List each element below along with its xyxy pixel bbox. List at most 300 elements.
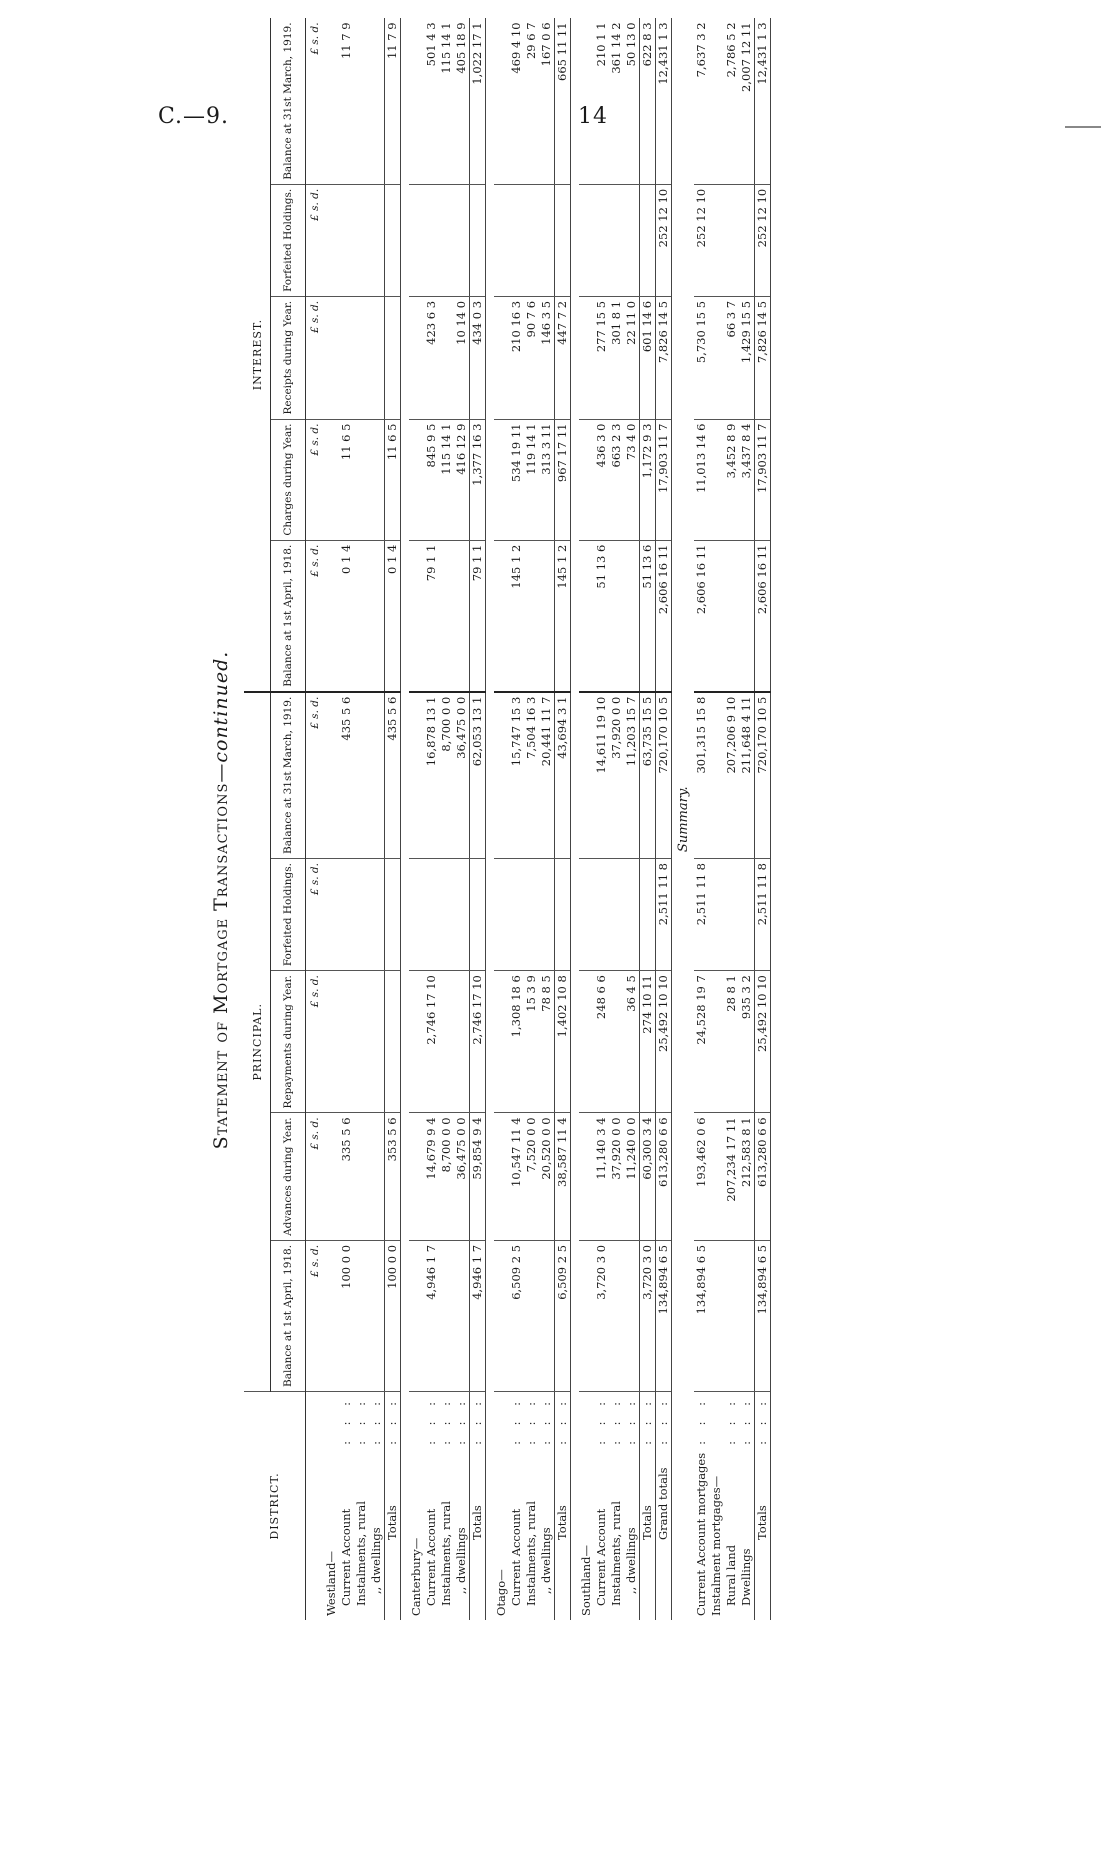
table-row bbox=[369, 18, 385, 1620]
row-label: Current Account bbox=[339, 1508, 353, 1606]
statement-title bbox=[210, 180, 232, 1620]
cell-value bbox=[739, 1240, 755, 1391]
cell-value bbox=[539, 540, 555, 692]
cell-value bbox=[409, 1240, 424, 1391]
leader-dots: : : : bbox=[755, 1391, 771, 1448]
cell-value: 36,475 0 0 bbox=[454, 692, 470, 859]
cell-value bbox=[424, 859, 439, 971]
table-row bbox=[424, 18, 439, 1620]
cell-value: 7,637 3 2 bbox=[694, 18, 709, 184]
cell-value: 134,894 6 5 bbox=[755, 1240, 771, 1391]
row-label: Instalments, rural bbox=[609, 1501, 623, 1606]
cell-value bbox=[539, 184, 555, 296]
cell-value bbox=[409, 540, 424, 692]
cell-value bbox=[509, 184, 524, 296]
leader-dots: : : : bbox=[470, 1391, 486, 1448]
leader-dots: : : : bbox=[640, 1391, 656, 1448]
cell-value bbox=[709, 540, 724, 692]
cell-value bbox=[409, 296, 424, 419]
cell-value bbox=[439, 184, 454, 296]
table-row bbox=[539, 18, 555, 1620]
cell-value: 212,583 8 1 bbox=[739, 1113, 755, 1240]
cell-value: 207,206 9 10 bbox=[724, 692, 739, 859]
cell-value bbox=[354, 296, 369, 419]
cell-value: 7,826 14 5 bbox=[656, 296, 672, 419]
row-label: Totals bbox=[755, 1449, 771, 1620]
table-row bbox=[385, 18, 401, 1620]
cell-value bbox=[324, 18, 339, 184]
cell-value bbox=[555, 859, 571, 971]
cell-value: 29 6 7 bbox=[524, 18, 539, 184]
cell-value: 845 9 5 bbox=[424, 419, 439, 540]
row-label: Instalment mortgages— bbox=[709, 1475, 723, 1616]
cell-value: 3,452 8 9 bbox=[724, 419, 739, 540]
cell-value bbox=[524, 859, 539, 971]
leader-dots bbox=[324, 1391, 339, 1448]
cell-value: 15,747 15 3 bbox=[509, 692, 524, 859]
cell-value bbox=[454, 184, 470, 296]
table-row bbox=[640, 18, 656, 1620]
row-label: Totals bbox=[555, 1449, 571, 1620]
leader-dots: : : : bbox=[656, 1391, 672, 1448]
cell-value: 11,203 15 7 bbox=[624, 692, 640, 859]
row-label: Instalments, rural bbox=[354, 1501, 368, 1606]
cell-value bbox=[354, 1240, 369, 1391]
cell-value bbox=[624, 859, 640, 971]
cell-value bbox=[579, 419, 594, 540]
cell-value bbox=[470, 859, 486, 971]
table-row bbox=[339, 18, 354, 1620]
cell-value: 15 3 9 bbox=[524, 971, 539, 1113]
cell-value: 277 15 5 bbox=[594, 296, 609, 419]
table-row bbox=[555, 18, 571, 1620]
cell-value bbox=[324, 540, 339, 692]
cell-value bbox=[724, 184, 739, 296]
cell-value: 423 6 3 bbox=[424, 296, 439, 419]
cell-value: 501 4 3 bbox=[424, 18, 439, 184]
row-label: ,, dwellings bbox=[624, 1527, 638, 1594]
cell-value bbox=[640, 184, 656, 296]
cell-value bbox=[494, 419, 509, 540]
cell-value: 66 3 7 bbox=[724, 296, 739, 419]
cell-value: 79 1 1 bbox=[424, 540, 439, 692]
cell-value: 469 4 10 bbox=[509, 18, 524, 184]
cell-value bbox=[369, 692, 385, 859]
cell-value bbox=[439, 296, 454, 419]
cell-value: 274 10 11 bbox=[640, 971, 656, 1113]
cell-value: 11 6 5 bbox=[339, 419, 354, 540]
cell-value: 434 0 3 bbox=[470, 296, 486, 419]
column-header-3: Repayments during Year. bbox=[271, 971, 306, 1113]
unit-header: £ s. d. bbox=[306, 1240, 325, 1391]
leader-dots: : : : bbox=[724, 1395, 738, 1445]
row-label: Southland— bbox=[579, 1544, 593, 1616]
cell-value bbox=[409, 859, 424, 971]
cell-value: 335 5 6 bbox=[339, 1113, 354, 1240]
cell-value bbox=[739, 859, 755, 971]
cell-value bbox=[354, 692, 369, 859]
leader-dots: : : : bbox=[609, 1395, 623, 1445]
document-code: C.—9. bbox=[158, 104, 230, 129]
row-label: Current Account bbox=[424, 1508, 438, 1606]
cell-value: 211,648 4 11 bbox=[739, 692, 755, 859]
cell-value bbox=[409, 184, 424, 296]
row-label: Instalments, rural bbox=[524, 1501, 538, 1606]
cell-value: 79 1 1 bbox=[470, 540, 486, 692]
cell-value: 361 14 2 bbox=[609, 18, 624, 184]
cell-value: 43,694 3 1 bbox=[555, 692, 571, 859]
cell-value bbox=[709, 419, 724, 540]
cell-value bbox=[409, 419, 424, 540]
cell-value bbox=[579, 859, 594, 971]
cell-value: 134,894 6 5 bbox=[656, 1240, 672, 1391]
cell-value: 20,441 11 7 bbox=[539, 692, 555, 859]
cell-value bbox=[709, 296, 724, 419]
cell-value: 145 1 2 bbox=[555, 540, 571, 692]
cell-value bbox=[524, 1240, 539, 1391]
cell-value bbox=[369, 18, 385, 184]
cell-value bbox=[354, 18, 369, 184]
row-label: ,, dwellings bbox=[454, 1527, 468, 1594]
column-header-8: Receipts during Year. bbox=[271, 296, 306, 419]
cell-value bbox=[339, 184, 354, 296]
leader-dots: : : : bbox=[594, 1395, 608, 1445]
cell-value: 210 16 3 bbox=[509, 296, 524, 419]
cell-value: 11 7 9 bbox=[385, 18, 401, 184]
table-row bbox=[494, 18, 509, 1620]
unit-header: £ s. d. bbox=[306, 1113, 325, 1240]
cell-value bbox=[524, 184, 539, 296]
cell-value: 63,735 15 5 bbox=[640, 692, 656, 859]
unit-header: £ s. d. bbox=[306, 971, 325, 1113]
cell-value: 301,315 15 8 bbox=[694, 692, 709, 859]
leader-dots: : : : bbox=[454, 1395, 468, 1445]
cell-value: 0 1 4 bbox=[339, 540, 354, 692]
table-row bbox=[709, 18, 724, 1620]
column-header-2: Advances during Year. bbox=[271, 1113, 306, 1240]
cell-value bbox=[494, 18, 509, 184]
cell-value bbox=[354, 971, 369, 1113]
cell-value bbox=[539, 1240, 555, 1391]
cell-value: 6,509 2 5 bbox=[509, 1240, 524, 1391]
cell-value: 313 3 11 bbox=[539, 419, 555, 540]
row-label: Grand totals bbox=[656, 1449, 672, 1620]
cell-value: 1,402 10 8 bbox=[555, 971, 571, 1113]
cell-value bbox=[439, 540, 454, 692]
cell-value: 20,520 0 0 bbox=[539, 1113, 555, 1240]
unit-header: £ s. d. bbox=[306, 18, 325, 184]
cell-value bbox=[494, 540, 509, 692]
cell-value: 12,431 1 3 bbox=[656, 18, 672, 184]
cell-value: 2,606 16 11 bbox=[755, 540, 771, 692]
row-label: Totals bbox=[470, 1449, 486, 1620]
unit-header: £ s. d. bbox=[306, 859, 325, 971]
column-header-7: Charges during Year. bbox=[271, 419, 306, 540]
cell-value bbox=[709, 18, 724, 184]
table-row bbox=[724, 18, 739, 1620]
cell-value bbox=[640, 859, 656, 971]
leader-dots bbox=[709, 1391, 724, 1448]
row-label: Instalments, rural bbox=[439, 1501, 453, 1606]
cell-value: 436 3 0 bbox=[594, 419, 609, 540]
cell-value: 613,280 6 6 bbox=[656, 1113, 672, 1240]
cell-value: 11,240 0 0 bbox=[624, 1113, 640, 1240]
leader-dots: : : : bbox=[385, 1391, 401, 1448]
cell-value bbox=[609, 1240, 624, 1391]
cell-value: 2,746 17 10 bbox=[424, 971, 439, 1113]
cell-value: 1,308 18 6 bbox=[509, 971, 524, 1113]
row-label: ,, dwellings bbox=[539, 1527, 553, 1594]
cell-value: 2,786 5 2 bbox=[724, 18, 739, 184]
row-label: Westland— bbox=[324, 1550, 338, 1616]
cell-value: 3,437 8 4 bbox=[739, 419, 755, 540]
cell-value: 4,946 1 7 bbox=[424, 1240, 439, 1391]
table-row bbox=[694, 18, 709, 1620]
cell-value bbox=[609, 859, 624, 971]
cell-value: 2,007 12 11 bbox=[739, 18, 755, 184]
cell-value bbox=[494, 296, 509, 419]
unit-header: £ s. d. bbox=[306, 540, 325, 692]
table-row bbox=[439, 18, 454, 1620]
cell-value bbox=[509, 859, 524, 971]
cell-value: 11 6 5 bbox=[385, 419, 401, 540]
summary-heading: Summary. bbox=[675, 786, 691, 853]
cell-value: 2,511 11 8 bbox=[656, 859, 672, 971]
cell-value: 90 7 6 bbox=[524, 296, 539, 419]
leader-dots: : : : bbox=[424, 1395, 438, 1445]
leader-dots: : : : bbox=[354, 1395, 368, 1445]
cell-value: 145 1 2 bbox=[509, 540, 524, 692]
cell-value: 12,431 1 3 bbox=[755, 18, 771, 184]
cell-value: 25,492 10 10 bbox=[755, 971, 771, 1113]
cell-value bbox=[369, 184, 385, 296]
cell-value bbox=[339, 859, 354, 971]
cell-value bbox=[354, 540, 369, 692]
cell-value: 37,920 0 0 bbox=[609, 1113, 624, 1240]
cell-value bbox=[324, 184, 339, 296]
cell-value bbox=[579, 1113, 594, 1240]
table-row bbox=[624, 18, 640, 1620]
cell-value: 11,013 14 6 bbox=[694, 419, 709, 540]
cell-value: 935 3 2 bbox=[739, 971, 755, 1113]
cell-value: 3,720 3 0 bbox=[594, 1240, 609, 1391]
cell-value bbox=[709, 184, 724, 296]
cell-value: 0 1 4 bbox=[385, 540, 401, 692]
cell-value: 252 12 10 bbox=[694, 184, 709, 296]
cell-value: 51 13 6 bbox=[640, 540, 656, 692]
cell-value: 720,170 10 5 bbox=[755, 692, 771, 859]
unit-header: £ s. d. bbox=[306, 296, 325, 419]
column-header-6: Balance at 1st April, 1918. bbox=[271, 540, 306, 692]
cell-value: 301 8 1 bbox=[609, 296, 624, 419]
cell-value bbox=[369, 971, 385, 1113]
cell-value: 405 18 9 bbox=[454, 18, 470, 184]
table-row bbox=[594, 18, 609, 1620]
cell-value bbox=[439, 859, 454, 971]
cell-value: 115 14 1 bbox=[439, 419, 454, 540]
cell-value: 210 1 1 bbox=[594, 18, 609, 184]
table-row bbox=[524, 18, 539, 1620]
cell-value bbox=[385, 859, 401, 971]
cell-value bbox=[369, 296, 385, 419]
cell-value bbox=[594, 859, 609, 971]
cell-value: 24,528 19 7 bbox=[694, 971, 709, 1113]
cell-value bbox=[324, 971, 339, 1113]
table-row bbox=[409, 18, 424, 1620]
cell-value bbox=[454, 859, 470, 971]
cell-value bbox=[454, 1240, 470, 1391]
cell-value bbox=[709, 1113, 724, 1240]
cell-value bbox=[579, 971, 594, 1113]
interest-header: INTEREST. bbox=[244, 18, 271, 691]
cell-value: 353 5 6 bbox=[385, 1113, 401, 1240]
row-label: Current Account mortgages bbox=[694, 1452, 708, 1616]
cell-value bbox=[354, 1113, 369, 1240]
table-row bbox=[755, 18, 771, 1620]
leader-dots: : : : bbox=[694, 1395, 708, 1445]
title-main: Statement of Mortgage Transactions bbox=[210, 782, 232, 1150]
cell-value bbox=[454, 540, 470, 692]
leader-dots: : : : bbox=[339, 1395, 353, 1445]
leader-dots: : : : bbox=[369, 1395, 383, 1445]
cell-value: 4,946 1 7 bbox=[470, 1240, 486, 1391]
cell-value bbox=[624, 540, 640, 692]
cell-value bbox=[324, 859, 339, 971]
cell-value: 11 7 9 bbox=[339, 18, 354, 184]
cell-value: 3,720 3 0 bbox=[640, 1240, 656, 1391]
cell-value: 8,700 0 0 bbox=[439, 1113, 454, 1240]
cell-value bbox=[324, 419, 339, 540]
cell-value: 2,746 17 10 bbox=[470, 971, 486, 1113]
cell-value bbox=[494, 692, 509, 859]
leader-dots bbox=[409, 1391, 424, 1448]
cell-value: 73 4 0 bbox=[624, 419, 640, 540]
table-row bbox=[656, 18, 672, 1620]
cell-value bbox=[494, 859, 509, 971]
cell-value bbox=[609, 184, 624, 296]
cell-value: 11,140 3 4 bbox=[594, 1113, 609, 1240]
cell-value: 613,280 6 6 bbox=[755, 1113, 771, 1240]
cell-value: 25,492 10 10 bbox=[656, 971, 672, 1113]
cell-value bbox=[709, 971, 724, 1113]
cell-value: 50 13 0 bbox=[624, 18, 640, 184]
cell-value: 146 3 5 bbox=[539, 296, 555, 419]
cell-value: 534 19 11 bbox=[509, 419, 524, 540]
cell-value: 7,520 0 0 bbox=[524, 1113, 539, 1240]
cell-value bbox=[385, 296, 401, 419]
cell-value bbox=[454, 971, 470, 1113]
cell-value bbox=[624, 184, 640, 296]
cell-value bbox=[579, 296, 594, 419]
mortgage-transactions-table bbox=[244, 18, 771, 1620]
leader-dots bbox=[494, 1391, 509, 1448]
cell-value bbox=[385, 971, 401, 1113]
cell-value bbox=[579, 692, 594, 859]
cell-value bbox=[409, 1113, 424, 1240]
table-row bbox=[672, 18, 695, 1620]
cell-value bbox=[354, 184, 369, 296]
cell-value bbox=[424, 184, 439, 296]
row-label: Dwellings bbox=[739, 1548, 753, 1606]
cell-value: 36 4 5 bbox=[624, 971, 640, 1113]
cell-value bbox=[369, 540, 385, 692]
cell-value: 36,475 0 0 bbox=[454, 1113, 470, 1240]
cell-value: 2,606 16 11 bbox=[694, 540, 709, 692]
cell-value: 447 7 2 bbox=[555, 296, 571, 419]
cell-value: 100 0 0 bbox=[339, 1240, 354, 1391]
cell-value: 14,679 9 4 bbox=[424, 1113, 439, 1240]
cell-value: 435 5 6 bbox=[385, 692, 401, 859]
cell-value bbox=[555, 184, 571, 296]
cell-value: 8,700 0 0 bbox=[439, 692, 454, 859]
cell-value: 720,170 10 5 bbox=[656, 692, 672, 859]
cell-value bbox=[369, 1240, 385, 1391]
cell-value bbox=[739, 184, 755, 296]
cell-value: 663 2 3 bbox=[609, 419, 624, 540]
cell-value bbox=[709, 692, 724, 859]
cell-value bbox=[470, 184, 486, 296]
leader-dots: : : : bbox=[555, 1391, 571, 1448]
table-row bbox=[609, 18, 624, 1620]
row-label: Otago— bbox=[494, 1569, 508, 1616]
cell-value bbox=[579, 540, 594, 692]
cell-value: 38,587 11 4 bbox=[555, 1113, 571, 1240]
cell-value: 248 6 6 bbox=[594, 971, 609, 1113]
cell-value bbox=[354, 859, 369, 971]
cell-value bbox=[324, 692, 339, 859]
rotated-statement bbox=[210, 22, 970, 1620]
cell-value: 416 12 9 bbox=[454, 419, 470, 540]
cell-value bbox=[409, 971, 424, 1113]
cell-value: 252 12 10 bbox=[755, 184, 771, 296]
row-label: Current Account bbox=[509, 1508, 523, 1606]
table-row bbox=[470, 18, 486, 1620]
column-header-10: Balance at 31st March, 1919. bbox=[271, 18, 306, 184]
cell-value: 967 17 11 bbox=[555, 419, 571, 540]
cell-value bbox=[369, 419, 385, 540]
table-row bbox=[454, 18, 470, 1620]
cell-value: 2,606 16 11 bbox=[656, 540, 672, 692]
table-row bbox=[324, 18, 339, 1620]
cell-value: 17,903 11 7 bbox=[656, 419, 672, 540]
cell-value bbox=[439, 971, 454, 1113]
cell-value: 2,511 11 8 bbox=[755, 859, 771, 971]
cell-value: 51 13 6 bbox=[594, 540, 609, 692]
cell-value: 1,172 9 3 bbox=[640, 419, 656, 540]
table-row bbox=[739, 18, 755, 1620]
table-row bbox=[354, 18, 369, 1620]
title-suffix: —continued. bbox=[210, 650, 232, 783]
cell-value bbox=[724, 540, 739, 692]
cell-value bbox=[494, 971, 509, 1113]
cell-value: 17,903 11 7 bbox=[755, 419, 771, 540]
cell-value: 252 12 10 bbox=[656, 184, 672, 296]
leader-dots: : : : bbox=[439, 1395, 453, 1445]
cell-value: 119 14 1 bbox=[524, 419, 539, 540]
cell-value: 28 8 1 bbox=[724, 971, 739, 1113]
cell-value bbox=[324, 296, 339, 419]
column-header-5: Balance at 31st March, 1919. bbox=[271, 692, 306, 859]
cell-value bbox=[409, 18, 424, 184]
cell-value bbox=[494, 1113, 509, 1240]
cell-value bbox=[339, 971, 354, 1113]
cell-value: 601 14 6 bbox=[640, 296, 656, 419]
cell-value: 1,377 16 3 bbox=[470, 419, 486, 540]
district-header: DISTRICT. bbox=[244, 1391, 306, 1620]
cell-value bbox=[369, 1113, 385, 1240]
cell-value: 22 11 0 bbox=[624, 296, 640, 419]
cell-value: 207,234 17 11 bbox=[724, 1113, 739, 1240]
